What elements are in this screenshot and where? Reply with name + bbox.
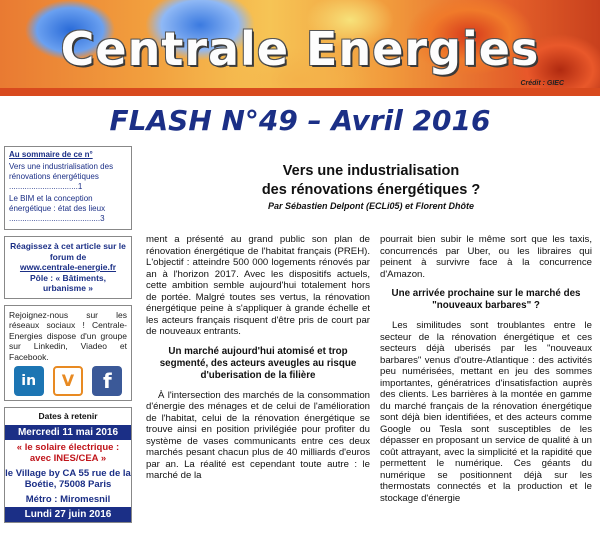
dates-box bbox=[4, 407, 132, 523]
viadeo-icon[interactable]: V bbox=[53, 366, 83, 396]
toc-item-1[interactable]: Vers une industrialisation des rénovations énergétiques ...............................1 bbox=[9, 162, 114, 191]
event1-date: Mercredi 11 mai 2016 bbox=[5, 425, 131, 440]
banner-title: Centrale Energies bbox=[60, 22, 540, 76]
react-title: Réagissez à cet article sur le forum de bbox=[10, 241, 126, 262]
sidebar bbox=[4, 146, 132, 523]
col1-paragraph-1: ment a présenté au grand public son plan de rénovation énergétique de l'habitat français (PREH). L'objectif : atteindre 500 000 logements rénovés par an à l'horizon 2017. Avec les dispositifs actuels, cette ambition semble aujourd'hui totalement hors de portée. Malgré toutes ses vertus, la rénovation énergétique peine à s'appliquer à grande échelle et les acteurs français risquent d'être pris de court par de nouveaux entrants. bbox=[146, 234, 370, 337]
social-box bbox=[4, 305, 132, 402]
react-box bbox=[4, 236, 132, 299]
event1-place: le Village by CA 55 rue de la Boétie, 75008 Paris bbox=[5, 468, 131, 490]
event2-date: Lundi 27 juin 2016 bbox=[5, 507, 131, 522]
linkedin-icon[interactable]: in bbox=[14, 366, 44, 396]
toc-item-2[interactable]: Le BIM et la conception énergétique : état des lieux .........................................3 bbox=[9, 194, 106, 223]
banner-bar bbox=[0, 88, 600, 96]
social-icons bbox=[9, 366, 127, 396]
event1-title: « le solaire électrique : avec INES/CEA » bbox=[16, 442, 120, 464]
article-byline: Par Sébastien Delpont (ECLi05) et Florent Dhôte bbox=[267, 201, 475, 211]
react-pole: Pôle : « Bâtiments, urbanisme » bbox=[29, 272, 107, 293]
banner-credit: Crédit : GIEC bbox=[520, 80, 564, 87]
facebook-icon[interactable]: f bbox=[92, 366, 122, 396]
col2-paragraph-1: pourrait bien subir le même sort que les taxis, concurrencés par Uber, ou les libraires qui peinent à survivre face à la concurrence d'Amazon. bbox=[380, 234, 592, 280]
dates-title: Dates à retenir bbox=[38, 411, 98, 421]
table-of-contents bbox=[4, 146, 132, 230]
article-headline bbox=[142, 162, 600, 200]
col2-paragraph-2: Les similitudes sont troublantes entre le secteur de la rénovation énergétique et ces secteurs déjà uberisés par les "nouveaux barbares" venus d'outre-Atlantique : des activités peu numérisées, mettant en jeu des sommes importantes, génératrices d'insatisfaction auprès des clients. Les barrières à la montée en gamme du marché français de la rénovation énergétique sont déjà bien identifiées, et des acteurs comme Google ou Tesla sont susceptibles de les dépasser en proposant un service de qualité à un coût attrayant, avec la simplicité et la rapidité que permettent le numérique. Ces géants du numérique se positionnent déjà sur les thermostats connectés et la production et le stockage d'énergie bbox=[380, 320, 592, 504]
flash-title: FLASH N°49 – Avril 2016 bbox=[109, 104, 491, 137]
toc-title[interactable]: Au sommaire de ce n° bbox=[9, 150, 93, 159]
social-text: Rejoignez-nous sur les réseaux sociaux ! Centrale-Energies dispose d'un groupe sur Linkedin, Viadeo et Facebook. bbox=[9, 309, 127, 362]
col2-subheading: Une arrivée prochaine sur le marché des "nouveaux barbares" ? bbox=[391, 288, 581, 311]
headline-line-1: Vers une industrialisation bbox=[282, 163, 460, 179]
col1-subheading: Un marché aujourd'hui atomisé et trop segmenté, des acteurs aveugles au risque d'uberisation de la filière bbox=[159, 345, 357, 381]
forum-link[interactable]: www.centrale-energie.fr bbox=[19, 262, 117, 272]
article-column-2 bbox=[380, 234, 592, 512]
article-column-1 bbox=[146, 234, 370, 490]
banner bbox=[0, 0, 600, 96]
headline-line-2: des rénovations énergétiques ? bbox=[261, 182, 481, 198]
event1-metro: Métro : Miromesnil bbox=[25, 494, 111, 505]
col1-paragraph-2: À l'intersection des marchés de la consommation d'énergie des ménages et de celui de l'amélioration de l'habitat, celui de la rénovation énergétique se trouve ainsi en position privilégiée pour profiter du système de vases communicants entre ces deux marchés pesant chacun plus de 40 milliards d'euros par an. La réalité est cependant toute autre : le marché de la bbox=[146, 389, 370, 481]
